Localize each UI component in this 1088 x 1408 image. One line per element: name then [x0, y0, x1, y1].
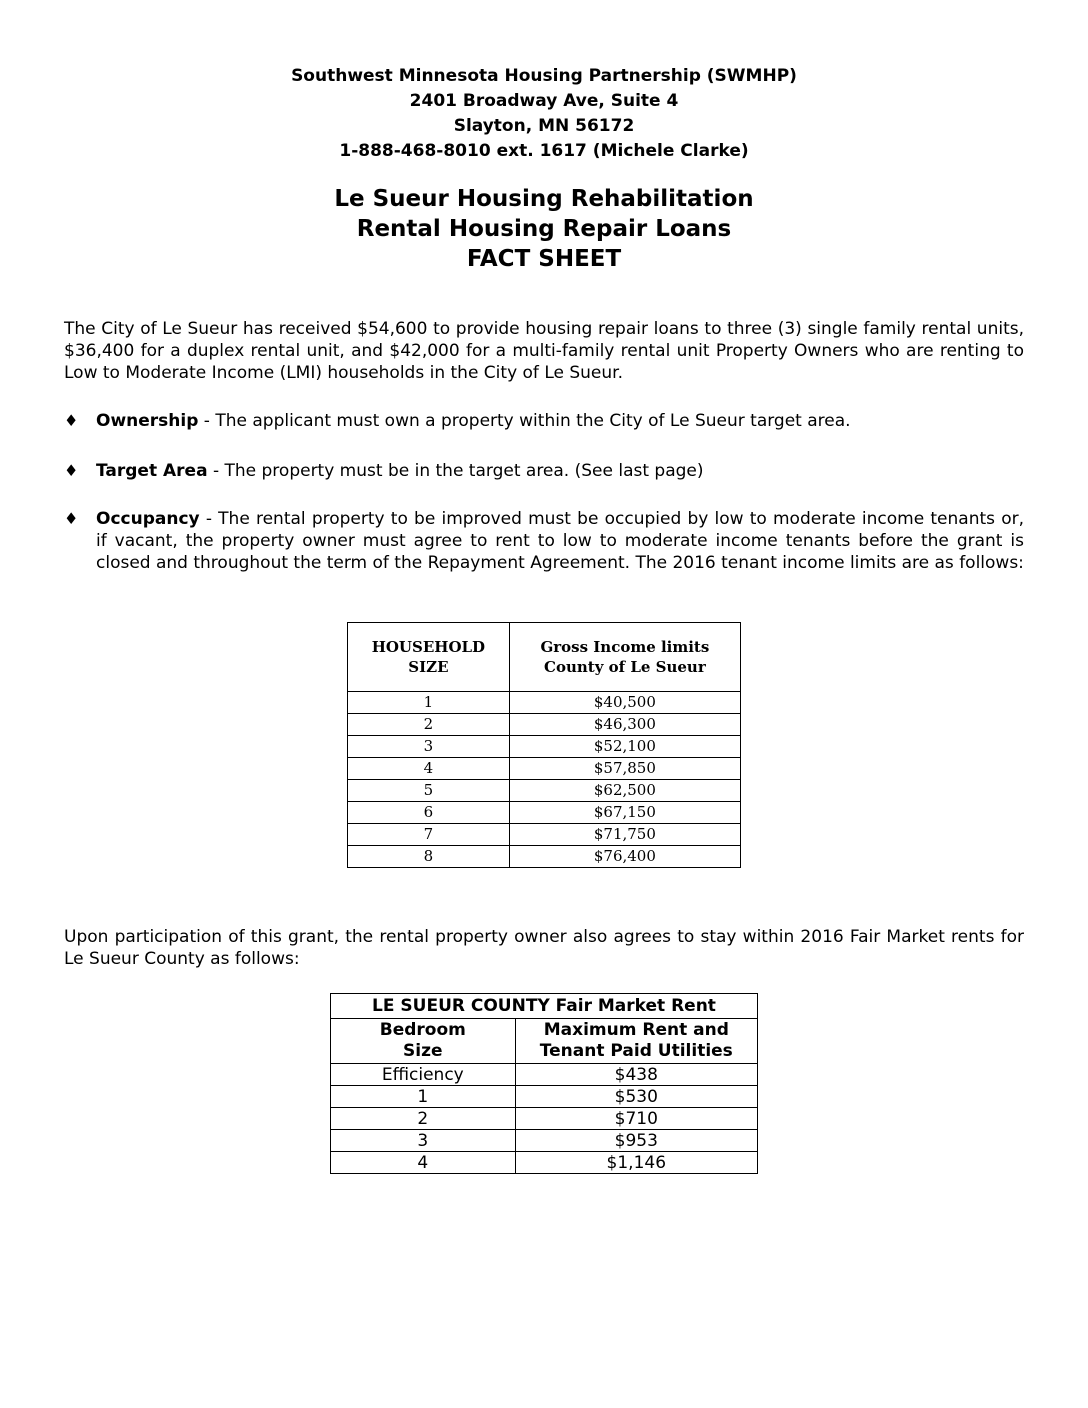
table-row	[348, 758, 741, 780]
table-row	[331, 1152, 758, 1174]
income-limit-cell: $52,100	[509, 736, 740, 758]
income-limit-header: Gross Income limits County of Le Sueur	[509, 623, 740, 692]
org-name: Southwest Minnesota Housing Partnership (SWMHP)	[291, 66, 797, 86]
organization-header	[0, 64, 1088, 164]
bedroom-size-header: Bedroom Size	[331, 1019, 516, 1064]
household-size-cell: 8	[348, 846, 510, 868]
income-limit-cell: $62,500	[509, 780, 740, 802]
bedroom-size-cell: 3	[331, 1130, 516, 1152]
bullet-term: Target Area	[96, 461, 208, 481]
table-row	[331, 1064, 758, 1086]
household-size-cell: 2	[348, 714, 510, 736]
bullet-text: - The property must be in the target area. (See last page)	[207, 461, 704, 481]
bullet-term: Ownership	[96, 411, 199, 431]
table-row	[348, 824, 741, 846]
household-size-cell: 1	[348, 692, 510, 714]
income-limit-cell: $67,150	[509, 802, 740, 824]
bullet-text: - The applicant must own a property within the City of Le Sueur target area.	[198, 411, 851, 431]
income-limit-cell: $46,300	[509, 714, 740, 736]
table-row	[348, 846, 741, 868]
address-line-2: Slayton, MN 56172	[453, 116, 635, 136]
table-header-row	[331, 1019, 758, 1064]
table-header-row	[348, 623, 741, 692]
household-size-cell: 3	[348, 736, 510, 758]
table-row	[348, 780, 741, 802]
diamond-bullet-icon: ♦	[64, 509, 79, 528]
bullet-text: - The rental property to be improved must be occupied by low to moderate income tenants or, if vacant, the property owner must agree to rent to low to moderate income tenants before the grant is closed and throughout the term of the Repayment Agreement. The 2016 tenant income limits are as follows:	[96, 509, 1024, 573]
max-rent-cell: $953	[515, 1130, 757, 1152]
phone-contact: 1-888-468-8010 ext. 1617 (Michele Clarke)	[339, 141, 749, 161]
document-title	[0, 184, 1088, 274]
diamond-bullet-icon: ♦	[64, 411, 79, 430]
household-size-cell: 5	[348, 780, 510, 802]
address-line-1: 2401 Broadway Ave, Suite 4	[409, 91, 679, 111]
table-row	[331, 1108, 758, 1130]
fair-market-rent-table	[330, 993, 758, 1174]
income-limit-cell: $76,400	[509, 846, 740, 868]
max-rent-cell: $438	[515, 1064, 757, 1086]
bedroom-size-cell: 1	[331, 1086, 516, 1108]
table-caption-row	[331, 994, 758, 1019]
max-rent-header: Maximum Rent and Tenant Paid Utilities	[515, 1019, 757, 1064]
income-limit-cell: $71,750	[509, 824, 740, 846]
title-line-3: FACT SHEET	[466, 246, 622, 272]
household-size-cell: 4	[348, 758, 510, 780]
table-row	[331, 1130, 758, 1152]
max-rent-cell: $710	[515, 1108, 757, 1130]
household-size-cell: 6	[348, 802, 510, 824]
table-row	[331, 1086, 758, 1108]
intro-paragraph: The City of Le Sueur has received $54,600 to provide housing repair loans to three (3) single family rental units, $36,400 for a duplex rental unit, and $42,000 for a multi-family rental unit Property Owners who are renting to Low to Moderate Income (LMI) households in the City of Le Sueur.	[64, 319, 1024, 383]
title-line-2: Rental Housing Repair Loans	[356, 216, 732, 242]
title-line-1: Le Sueur Housing Rehabilitation	[334, 186, 754, 212]
table-row	[348, 692, 741, 714]
income-limit-cell: $57,850	[509, 758, 740, 780]
table-row	[348, 714, 741, 736]
max-rent-cell: $1,146	[515, 1152, 757, 1174]
diamond-bullet-icon: ♦	[64, 461, 79, 480]
bedroom-size-cell: Efficiency	[331, 1064, 516, 1086]
income-limits-table	[347, 622, 741, 868]
bedroom-size-cell: 2	[331, 1108, 516, 1130]
table-row	[348, 736, 741, 758]
household-size-header: HOUSEHOLD SIZE	[348, 623, 510, 692]
fair-market-rent-paragraph: Upon participation of this grant, the rental property owner also agrees to stay within 2016 Fair Market rents for Le Sueur County as follows:	[64, 927, 1024, 969]
bullet-term: Occupancy	[96, 509, 200, 529]
income-limit-cell: $40,500	[509, 692, 740, 714]
max-rent-cell: $530	[515, 1086, 757, 1108]
fair-market-rent-caption: LE SUEUR COUNTY Fair Market Rent	[331, 994, 758, 1019]
household-size-cell: 7	[348, 824, 510, 846]
table-row	[348, 802, 741, 824]
bedroom-size-cell: 4	[331, 1152, 516, 1174]
